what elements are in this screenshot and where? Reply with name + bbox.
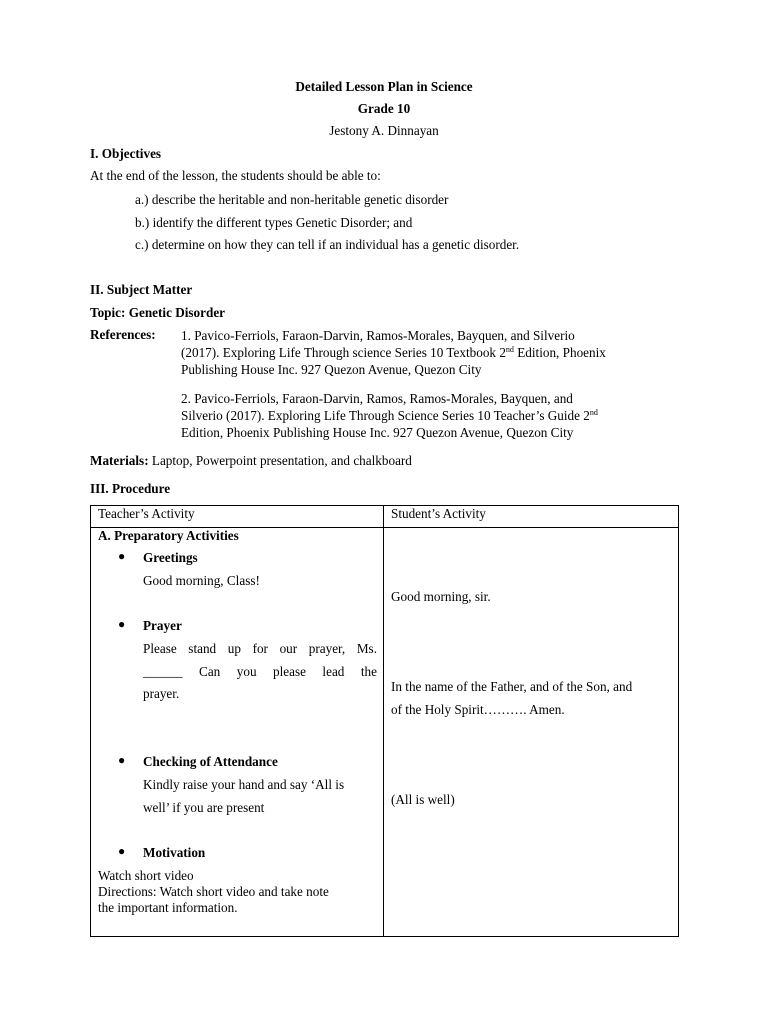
bullet-icon: ● <box>118 617 126 631</box>
reference-1-line1: 1. Pavico-Ferriols, Faraon-Darvin, Ramos-Morales, Bayquen, and Silverio <box>181 328 575 343</box>
student-activity-cell <box>384 528 679 937</box>
motivation-title: Motivation <box>143 845 206 860</box>
section-a-title: A. Preparatory Activities <box>98 528 239 543</box>
reference-2-line2 <box>181 407 681 424</box>
attendance-student-text: (All is well) <box>391 792 455 807</box>
ordinal-suffix: nd <box>505 345 514 354</box>
subject-matter-heading: II. Subject Matter <box>90 282 193 297</box>
objectives-intro: At the end of the lesson, the students should be able to: <box>90 168 381 183</box>
objective-item: b.) identify the different types Genetic Disorder; and <box>135 215 413 230</box>
motivation-line3: the important information. <box>98 900 238 915</box>
reference-1-line2 <box>181 344 681 361</box>
attendance-teacher-line2: well’ if you are present <box>143 800 265 815</box>
materials-label: Materials: <box>90 453 149 468</box>
reference-2-line2-text: Silverio (2017). Exploring Life Through Science Series 10 Teacher’s Guide 2 <box>181 408 590 423</box>
reference-1-line2-end: Edition, Phoenix <box>513 345 606 360</box>
reference-2-line3: Edition, Phoenix Publishing House Inc. 927 Quezon Avenue, Quezon City <box>181 425 574 440</box>
prayer-student-line2: of the Holy Spirit………. Amen. <box>391 702 565 717</box>
prayer-teacher-line3: prayer. <box>143 686 180 701</box>
student-column-label: Student’s Activity <box>391 506 486 521</box>
procedure-table <box>90 505 679 937</box>
prayer-teacher-line1: Please stand up for our prayer, Ms. <box>143 641 377 656</box>
materials-value: Laptop, Powerpoint presentation, and chalkboard <box>148 453 412 468</box>
motivation-line2: Directions: Watch short video and take note <box>98 884 329 899</box>
objective-item: c.) determine on how they can tell if an individual has a genetic disorder. <box>135 237 520 252</box>
bullet-icon: ● <box>118 844 126 858</box>
reference-1-line3: Publishing House Inc. 927 Quezon Avenue, Quezon City <box>181 362 482 377</box>
bullet-icon: ● <box>118 549 126 563</box>
attendance-teacher-line1: Kindly raise your hand and say ‘All is <box>143 777 345 792</box>
prayer-teacher-line2: ______ Can you please lead the <box>143 664 377 679</box>
table-header-row <box>91 506 679 528</box>
topic-label: Topic: Genetic Disorder <box>90 305 226 320</box>
reference-2 <box>181 390 681 441</box>
references-label: References: <box>90 327 156 342</box>
reference-2-line1: 2. Pavico-Ferriols, Faraon-Darvin, Ramos, Ramos-Morales, Bayquen, and <box>181 391 573 406</box>
grade-label: Grade 10 <box>357 101 411 116</box>
ordinal-suffix: nd <box>589 408 598 417</box>
objectives-heading: I. Objectives <box>90 146 162 161</box>
prayer-student-line1: In the name of the Father, and of the Son, and <box>391 679 633 694</box>
teacher-activity-cell <box>91 528 384 937</box>
author-name: Jestony A. Dinnayan <box>329 123 439 138</box>
reference-1 <box>181 327 681 378</box>
bullet-icon: ● <box>118 753 126 767</box>
attendance-title: Checking of Attendance <box>143 754 278 769</box>
greetings-student-text: Good morning, sir. <box>391 589 491 604</box>
motivation-line1: Watch short video <box>98 868 194 883</box>
table-row <box>91 528 679 937</box>
teacher-column-label: Teacher’s Activity <box>98 506 195 521</box>
greetings-teacher-text: Good morning, Class! <box>143 573 260 588</box>
document-title: Detailed Lesson Plan in Science <box>295 79 473 94</box>
prayer-title: Prayer <box>143 618 182 633</box>
student-column-header <box>384 506 679 528</box>
greetings-title: Greetings <box>143 550 198 565</box>
materials-line <box>90 453 412 469</box>
teacher-column-header <box>91 506 384 528</box>
procedure-heading: III. Procedure <box>90 481 171 496</box>
reference-1-line2-text: (2017). Exploring Life Through science Series 10 Textbook 2 <box>181 345 506 360</box>
objective-item: a.) describe the heritable and non-heritable genetic disorder <box>135 192 449 207</box>
